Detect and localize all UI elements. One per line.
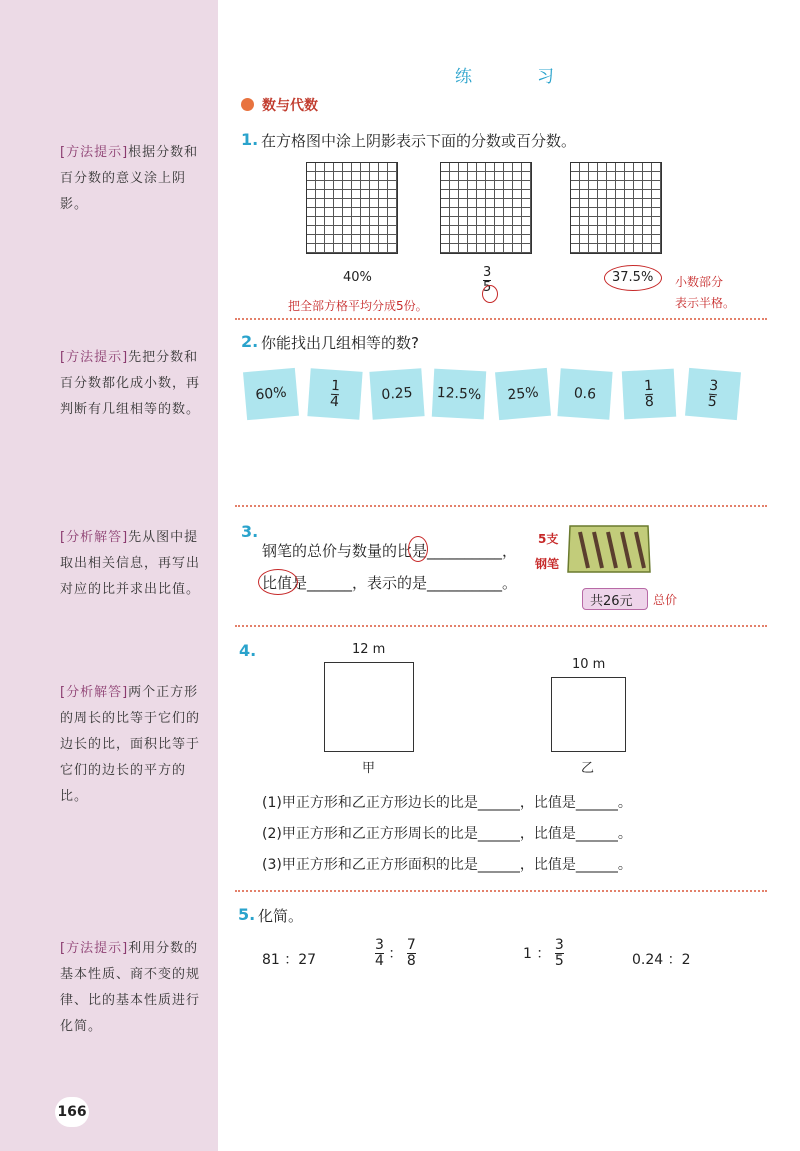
grid-1[interactable] [306,162,398,254]
q1-text: 在方格图中涂上阴影表示下面的分数或百分数。 [261,132,577,150]
number-card[interactable] [622,369,676,420]
q5-ratio-prefix: 1 ： [523,946,551,963]
pens-label-1: 5支 [538,532,559,546]
square-b-dim: 10 m [572,657,606,672]
frac-den: 8 [644,393,655,410]
circle-mark [258,569,298,595]
frac-num: 3 [554,937,564,953]
number-card[interactable]: 0.6 [557,368,612,420]
q4-sub-2: (2)甲正方形和乙正方形周长的比是______，比值是______。 [262,826,632,842]
q1-number: 1. [241,130,259,149]
q4-number: 4. [239,641,257,660]
divider [235,625,767,627]
grid-1-label: 40% [343,270,372,285]
number-card[interactable]: 0.25 [369,368,424,420]
number-card[interactable]: 12.5% [432,369,486,420]
tip-5 [60,936,210,1040]
tip-text: 根据分数和百分数的意义涂上阴影。 [60,145,199,212]
tip-tag: [分析解答] [60,530,129,545]
tip-tag: [方法提示] [60,941,129,956]
q1-note-left: 把全部方格平均分成5份。 [288,299,428,313]
q3-line-2: 比值是______，表示的是__________。 [262,574,518,592]
tip-tag: [方法提示] [60,350,129,365]
q3-line-1: 钢笔的总价与数量的比是__________， [262,542,518,560]
frac-num: 3 [708,377,719,395]
frac-den: 4 [329,393,340,410]
frac-den: 4 [375,952,384,969]
frac-den: 5 [483,279,492,295]
section-title: 数与代数 [262,98,318,114]
number-card[interactable] [685,368,741,420]
frac-num: 7 [406,937,416,953]
tip-2 [60,345,210,423]
divider [235,505,767,507]
page-title: 练 习 [455,67,578,87]
page-number: 166 [55,1097,89,1127]
q5-item-4: 0.24 ：2 [632,952,691,968]
q5-text: 化简。 [258,907,304,925]
square-b [551,677,626,752]
square-a-dim: 12 m [352,642,386,657]
q1-note-right-2: 表示半格。 [675,296,736,310]
q4-sub-3: (3)甲正方形和乙正方形面积的比是______，比值是______。 [262,857,632,873]
circle-mark [482,285,498,303]
q5-item-2: $\frac{3}{4}$ ： $\frac{7}{8}$ [375,937,416,969]
frac-den: 5 [554,952,564,969]
frac-num: 3 [375,937,384,953]
tip-text: 先从图中提取出相关信息，再写出对应的比并求出比值。 [60,530,201,597]
q4-sub-1: (1)甲正方形和乙正方形边长的比是______，比值是______。 [262,795,632,811]
frac-num: 1 [643,377,654,395]
grid-3-label: 37.5% [612,270,654,285]
number-card[interactable] [307,368,362,420]
square-b-name: 乙 [581,761,595,776]
frac-num: 1 [330,377,341,395]
q1-note-right-1: 小数部分 [675,275,724,289]
q5-number: 5. [238,905,256,924]
tip-text: 先把分数和百分数都化成小数，再判断有几组相等的数。 [60,350,201,417]
divider [235,318,767,320]
q2-number: 2. [241,332,259,351]
circle-mark [408,536,428,562]
grid-2[interactable] [440,162,532,254]
grid-3[interactable] [570,162,662,254]
section-dot-icon [241,98,254,111]
q5-item-3 [523,938,564,968]
q5-item-1: 81 ：27 [262,952,317,968]
tip-tag: [方法提示] [60,145,129,160]
pen-box-icon [566,522,652,576]
square-a [324,662,414,752]
tip-4 [60,680,210,810]
pens-label-2: 钢笔 [535,557,560,571]
divider [235,890,767,892]
tip-1 [60,140,210,218]
price-text: 共26元 [590,594,633,609]
q3-number: 3. [241,522,259,541]
tip-tag: [分析解答] [60,685,129,700]
frac-num: 3 [483,265,492,280]
q2-text: 你能找出几组相等的数? [261,334,419,352]
price-note: 总价 [653,593,678,607]
square-a-name: 甲 [362,761,376,776]
tip-text: 利用分数的基本性质、商不变的规律、比的基本性质进行化简。 [60,941,201,1034]
number-card[interactable]: 25% [495,368,551,420]
frac-den: 5 [707,393,718,410]
number-card[interactable]: 60% [243,368,299,420]
tip-text: 两个正方形的周长的比等于它们的边长的比，面积比等于它们的边长的平方的比。 [60,685,201,804]
frac-den: 8 [406,952,416,969]
tip-3 [60,525,210,603]
